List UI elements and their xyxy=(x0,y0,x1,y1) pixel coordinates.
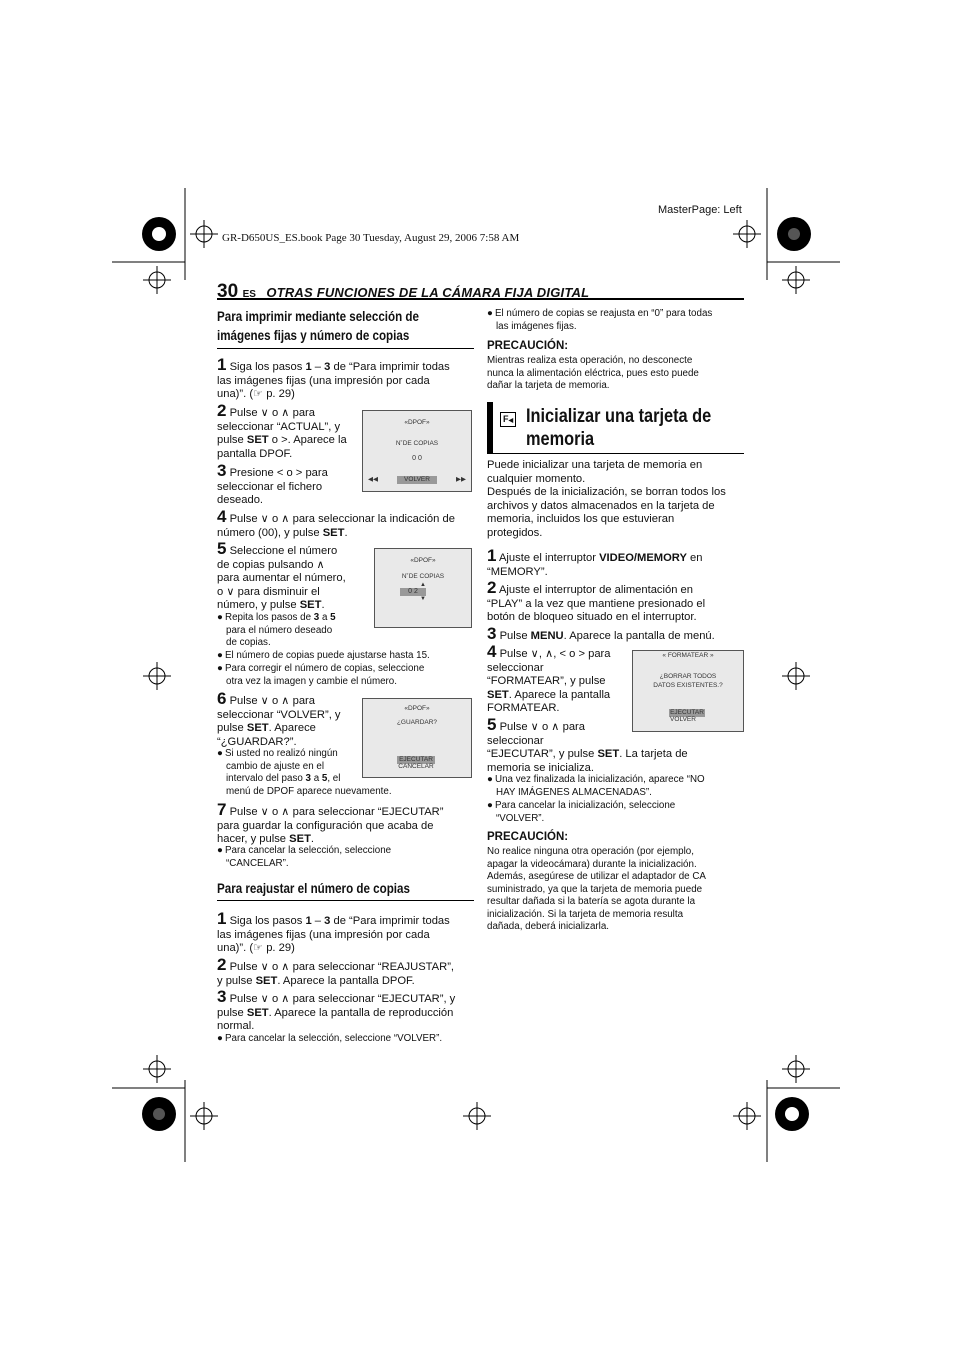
dpof-screen-save: «DPOF» ¿GUARDAR? EJECUTAR CANCELAR xyxy=(362,698,472,778)
step-4: 4 Pulse ∨ o ∧ para seleccionar la indicación de número (00), y pulse SET. xyxy=(217,507,455,539)
dpof-screen-adjust: «DPOF» N˚DE COPIAS ▲ 0 2 ▼ xyxy=(374,548,472,628)
language-code: ES xyxy=(242,289,256,300)
bullet-repeat: ● Repita los pasos de 3 a 5 para el número deseado de copias. xyxy=(217,612,336,648)
book-info-line: GR-D650US_ES.book Page 30 Tuesday, August 29, 2006 7:58 AM xyxy=(222,232,520,244)
bullet-no-change: ● Si usted no realizó ningún cambio de ajuste en el intervalo del paso 3 a 5, el menú de DPOF aparece nuevamente. xyxy=(217,748,392,797)
step-7: 7 Pulse ∨ o ∧ para seleccionar “EJECUTAR” para guardar la configuración que acaba de hacer, y pulse SET. xyxy=(217,800,444,845)
caution-text-2: No realice ninguna otra operación (por ejemplo, apagar la videocámara) durante la inicialización. Además, asegúrese de utilizar el adaptador de CA suministrado, ya que la tarjeta de memoria puede resultar dañada si la batería se agota durante la inicialización. Si la tarjeta de memoria resulta dañada, deberá inicializarla. xyxy=(487,846,706,932)
subsection-title: Para imprimir mediante selección de imágenes fijas y número de copias xyxy=(217,309,419,343)
section-heading: Inicializar una tarjeta de memoria xyxy=(526,406,712,450)
format-step-1: 1 Ajuste el interruptor VIDEO/MEMORY en “MEMORY”. xyxy=(487,546,703,578)
subsection-rule xyxy=(217,348,474,349)
page-number: 30 xyxy=(217,281,239,302)
format-screen: « FORMATEAR » ¿BORRAR TODOS DATOS EXISTENTES.? EJECUTAR VOLVER xyxy=(632,650,744,732)
format-step-5: 5 Pulse ∨ o ∧ para seleccionar “EJECUTAR”, y pulse SET. La tarjeta de memoria se inicializa. xyxy=(487,715,688,774)
subsection-rule-2 xyxy=(217,900,474,901)
reset-bullet-cancel: ● Para cancelar la selección, seleccione “VOLVER”. xyxy=(217,1033,443,1044)
reset-step-3: 3 Pulse ∨ o ∧ para seleccionar “EJECUTAR”, y pulse SET. Aparece la pantalla de reproducción normal. xyxy=(217,987,456,1032)
section-bar xyxy=(487,402,493,453)
bullet-finished: ● Una vez finalizada la inicialización, aparece “NO HAY IMÁGENES ALMACENADAS”. xyxy=(487,774,705,798)
header-rule xyxy=(217,298,744,300)
step-6: 6 Pulse ∨ o ∧ para seleccionar “VOLVER”, y pulse SET. Aparece “¿GUARDAR?”. xyxy=(217,689,341,748)
up-arrow-icon: ▲ xyxy=(420,582,426,588)
down-arrow-icon: ▼ xyxy=(420,596,426,602)
subsection-title-reset: Para reajustar el número de copias xyxy=(217,881,410,896)
masterpage-label: MasterPage: Left xyxy=(658,204,742,216)
prev-icon: ◀◀ xyxy=(368,476,378,483)
bullet-correct: ● Para corregir el número de copias, seleccione otra vez la imagen y cambie el número. xyxy=(217,663,425,687)
format-step-4: 4 Pulse ∨, ∧, < o > para seleccionar “FORMATEAR”, y pulse SET. Aparece la pantalla FORMATEAR. xyxy=(487,642,611,714)
format-step-2: 2 Ajuste el interruptor de alimentación en “PLAY” a la vez que mantiene presionado el botón de bloqueo situado en el interruptor. xyxy=(487,578,706,623)
reset-step-1: 1 Siga los pasos 1 – 3 de “Para imprimir todas las imágenes fijas (una impresión por cada una)”. (☞ p. 29) xyxy=(217,909,450,954)
section-rule xyxy=(487,453,744,454)
section-title: OTRAS FUNCIONES DE LA CÁMARA FIJA DIGITAL xyxy=(266,285,590,300)
intro-text: Puede inicializar una tarjeta de memoria en cualquier momento. Después de la inicialización, se borran todos los archivos y datos almacenados en la tarjeta de memoria, incluidos los que estuvieran protegidos. xyxy=(487,459,726,539)
bullet-cancel-format: ● Para cancelar la inicialización, seleccione “VOLVER”. xyxy=(487,800,676,824)
format-step-3: 3 Pulse MENU. Aparece la pantalla de menú. xyxy=(487,624,715,643)
caution-heading-2: PRECAUCIÓN: xyxy=(487,831,569,843)
bullet-reset-zero: ● El número de copias se reajusta en “0” para todas las imágenes fijas. xyxy=(487,308,713,332)
bullet-max: ● El número de copias puede ajustarse hasta 15. xyxy=(217,650,430,661)
dpof-screen-copies: «DPOF» N˚DE COPIAS 0 0 ◀◀ VOLVER ▶▶ xyxy=(362,410,472,492)
caution-heading: PRECAUCIÓN: xyxy=(487,340,569,352)
bullet-cancel: ● Para cancelar la selección, seleccione “CANCELAR”. xyxy=(217,845,392,869)
next-icon: ▶▶ xyxy=(456,476,466,483)
step-1: 1 Siga los pasos 1 – 3 de “Para imprimir todas las imágenes fijas (una impresión por cada una)”. (☞ p. 29) xyxy=(217,355,450,400)
mode-icon: F◀ xyxy=(500,412,516,427)
reset-step-2: 2 Pulse ∨ o ∧ para seleccionar “REAJUSTAR”, y pulse SET. Aparece la pantalla DPOF. xyxy=(217,955,455,987)
step-2: 2 Pulse ∨ o ∧ para seleccionar “ACTUAL”, y pulse SET o >. Aparece la pantalla DPOF. xyxy=(217,401,347,460)
caution-text: Mientras realiza esta operación, no desconecte nunca la alimentación eléctrica, pues esto puede dañar la tarjeta de memoria. xyxy=(487,355,699,391)
step-5: 5 Seleccione el número de copias pulsando ∧ para aumentar el número, o ∨ para disminuir el número, y pulse SET. xyxy=(217,539,346,611)
step-3: 3 Presione < o > para seleccionar el fichero deseado. xyxy=(217,461,328,506)
